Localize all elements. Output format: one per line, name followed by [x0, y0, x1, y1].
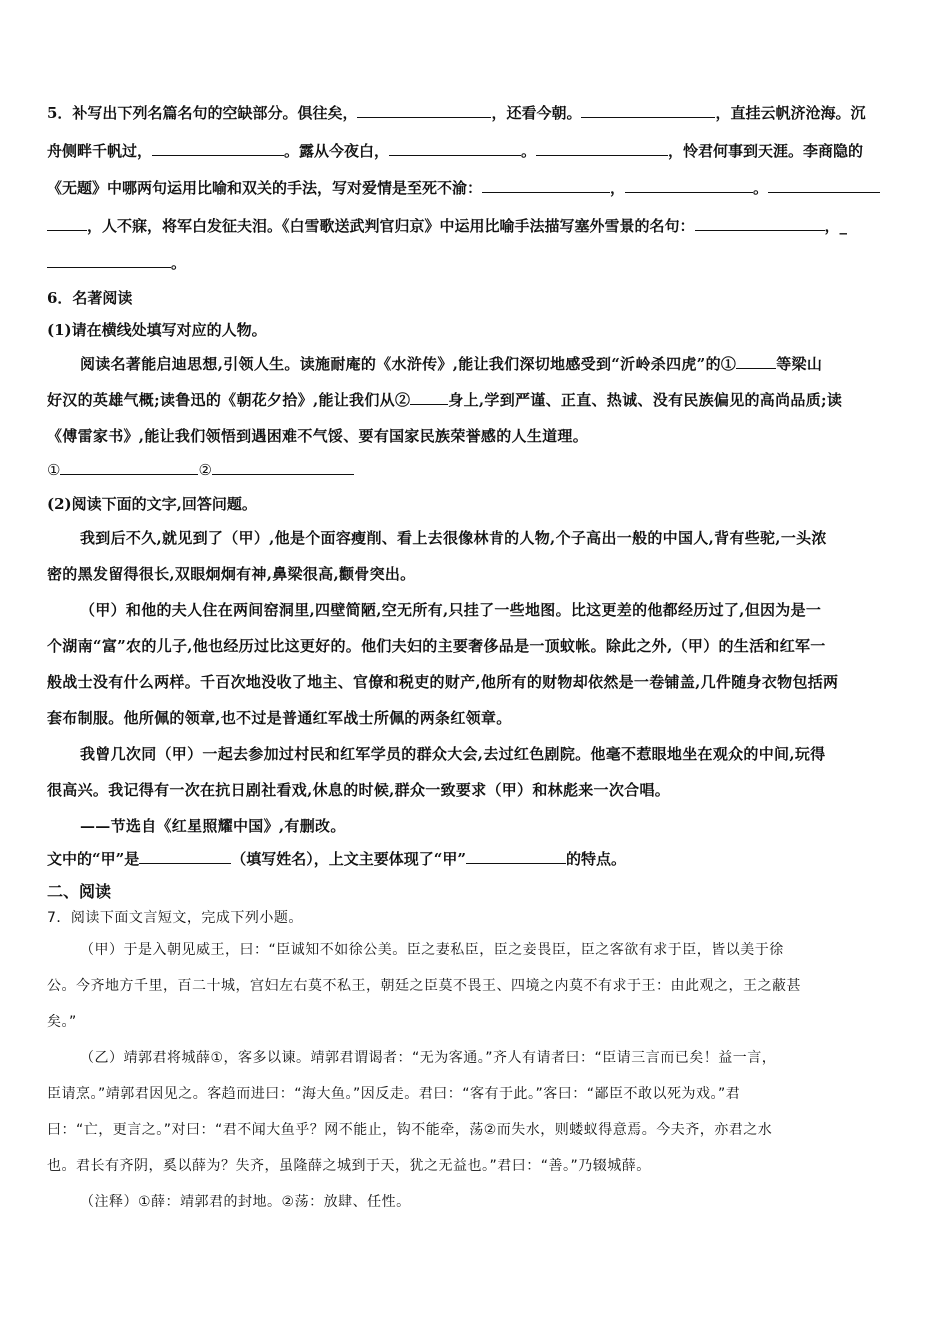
q6-text: 等梁山 [776, 355, 823, 373]
q6-part1-line-1 [80, 354, 907, 374]
q6-text: 文中的“甲”是 [47, 850, 140, 868]
answer-blank[interactable] [625, 178, 753, 193]
answer-blank[interactable] [152, 141, 284, 156]
q6-text: 的特点。 [566, 850, 627, 868]
q5-text: 。露从今夜白， [284, 142, 390, 160]
annotation-note: （注释）①薛：靖郭君的封地。②荡：放肆、任性。 [80, 1194, 411, 1210]
answer-blank[interactable] [410, 390, 448, 405]
q6-title: 6．名著阅读 [47, 289, 133, 307]
q6-text: 阅读名著能启迪思想,引领人生。读施耐庵的《水浒传》,能让我们深切地感受到“沂岭杀四虎”的① [80, 355, 737, 373]
q5-text: ，直挂云帆济沧海。沉 [715, 104, 866, 122]
q5-text: 。 [171, 254, 187, 272]
q6-part1-line-2 [47, 390, 907, 410]
q6-part2-title: (2)阅读下面的文字,回答问题。 [47, 495, 257, 513]
q6-text: 好汉的英雄气概;读鲁迅的《朝花夕拾》,能让我们从② [47, 391, 411, 409]
passage-p1-line-1: 我到后不久,就见到了（甲）,他是个面容瘦削、看上去很像林肯的人物,个子高出一般的中国人,背有些驼,一头浓 [80, 529, 827, 547]
q5-text: 《无题》中哪两句运用比喻和双关的手法，写对爱情是至死不渝： [47, 179, 483, 197]
answer-blank[interactable] [581, 103, 715, 118]
q5-text: 舟侧畔千帆过， [47, 142, 153, 160]
passage-p2-line-3: 般战士没有什么两样。千百次地没收了地主、官僚和税吏的财产,他所有的财物却依然是一卷铺盖,几件随身衣物包括两 [47, 673, 839, 691]
text-b-line-3: 曰：“亡，更言之。”对曰：“君不闻大鱼乎？网不能止，钩不能牵，荡②而失水，则蝼蚁得意焉。今夫齐，亦君之水 [47, 1122, 773, 1138]
passage-p2-line-1: （甲）和他的夫人住在两间窑洞里,四壁简陋,空无所有,只挂了一些地图。比这更差的他都经历过了,但因为是一 [80, 601, 822, 619]
passage-p2-line-4: 套布制服。他所佩的领章,也不过是普通红军战士所佩的两条红领章。 [47, 709, 512, 727]
q5-text: 。 [521, 142, 537, 160]
answer-label-1: ① [47, 461, 61, 479]
text-a-line-2: 公。今齐地方千里，百二十城，宫妇左右莫不私王，朝廷之臣莫不畏王、四境之内莫不有求于王：由此观之，王之蔽甚 [47, 978, 801, 994]
q7-title: 7．阅读下面文言短文，完成下列小题。 [47, 910, 303, 926]
answer-blank[interactable] [47, 253, 171, 268]
text-b-line-4: 也。君长有齐阴，奚以薛为？失齐，虽隆薛之城到于天，犹之无益也。”君曰：“善。”乃辍城薛。 [47, 1158, 651, 1174]
q5-text: ，还看今朝。 [491, 104, 582, 122]
q5-text: 5．补写出下列名篇名句的空缺部分。俱往矣， [47, 104, 358, 122]
answer-blank[interactable] [357, 103, 491, 118]
answer-blank-1[interactable] [60, 460, 198, 475]
passage-p2-line-2: 个湖南“富”农的儿子,他也经历过比这更好的。他们夫妇的主要奢侈品是一顶蚊帐。除此之外,（甲）的生活和红军一 [47, 637, 826, 655]
text-a-line-3: 矣。” [47, 1014, 77, 1030]
q6-answer-line [47, 460, 907, 480]
q6-text: （填写姓名），上文主要体现了“甲” [231, 850, 467, 868]
answer-blank[interactable] [736, 354, 776, 369]
q5-line-1 [47, 103, 907, 123]
answer-blank[interactable] [695, 216, 825, 231]
q5-line-3 [47, 178, 907, 198]
text-b-line-2: 臣请烹。”靖郭君因见之。客趋而进曰：“海大鱼。”因反走。君曰：“客有于此。”客曰：“鄙臣不敢以死为戏。”君 [47, 1086, 741, 1102]
name-answer-blank[interactable] [139, 849, 231, 864]
section-title: 二、阅读 [47, 882, 112, 901]
text-a-line-1: （甲）于是入朝见威王，曰：“臣诚知不如徐公美。臣之妻私臣，臣之妾畏臣，臣之客欲有求于臣，皆以美于徐 [80, 942, 784, 958]
q5-text: ，_ [824, 217, 848, 235]
q5-text: ，怜君何事到天涯。李商隐的 [668, 142, 864, 160]
passage-p3-line-1: 我曾几次同（甲）一起去参加过村民和红军学员的群众大会,去过红色剧院。他毫不惹眼地坐在观众的中间,玩得 [80, 745, 826, 763]
q5-line-5 [47, 253, 907, 273]
text-b-line-1: （乙）靖郭君将城薛①，客多以谏。靖郭君谓谒者：“无为客通。”齐人有请者曰：“臣请三言而已矣！益一言， [80, 1050, 777, 1066]
answer-blank[interactable] [536, 141, 668, 156]
passage-p3-line-2: 很高兴。我记得有一次在抗日剧社看戏,休息的时候,群众一致要求（甲）和林彪来一次合唱。 [47, 781, 671, 799]
passage-source: ——节选自《红星照耀中国》,有删改。 [80, 817, 346, 835]
q6-part1-title: (1)请在横线处填写对应的人物。 [47, 321, 267, 339]
q6-text: 身上,学到严谨、正直、热诚、没有民族偏见的高尚品质;读 [448, 391, 843, 409]
answer-blank[interactable] [389, 141, 521, 156]
q5-line-2 [47, 141, 907, 161]
q6-question [47, 849, 907, 869]
answer-blank-2[interactable] [212, 460, 354, 475]
trait-answer-blank[interactable] [466, 849, 566, 864]
q5-text: ，人不寐，将军白发征夫泪。《白雪歌送武判官归京》中运用比喻手法描写塞外雪景的名句： [87, 217, 695, 235]
q6-part1-line-3: 《傅雷家书》,能让我们领悟到遇困难不气馁、要有国家民族荣誉感的人生道理。 [47, 427, 589, 445]
answer-label-2: ② [198, 461, 212, 479]
q5-text: ， [610, 179, 626, 197]
answer-blank[interactable] [47, 216, 87, 231]
q5-text: 。 [753, 179, 769, 197]
passage-p1-line-2: 密的黑发留得很长,双眼炯炯有神,鼻梁很高,颧骨突出。 [47, 565, 416, 583]
q5-line-4 [47, 216, 907, 236]
answer-blank[interactable] [482, 178, 610, 193]
answer-blank[interactable] [768, 178, 880, 193]
